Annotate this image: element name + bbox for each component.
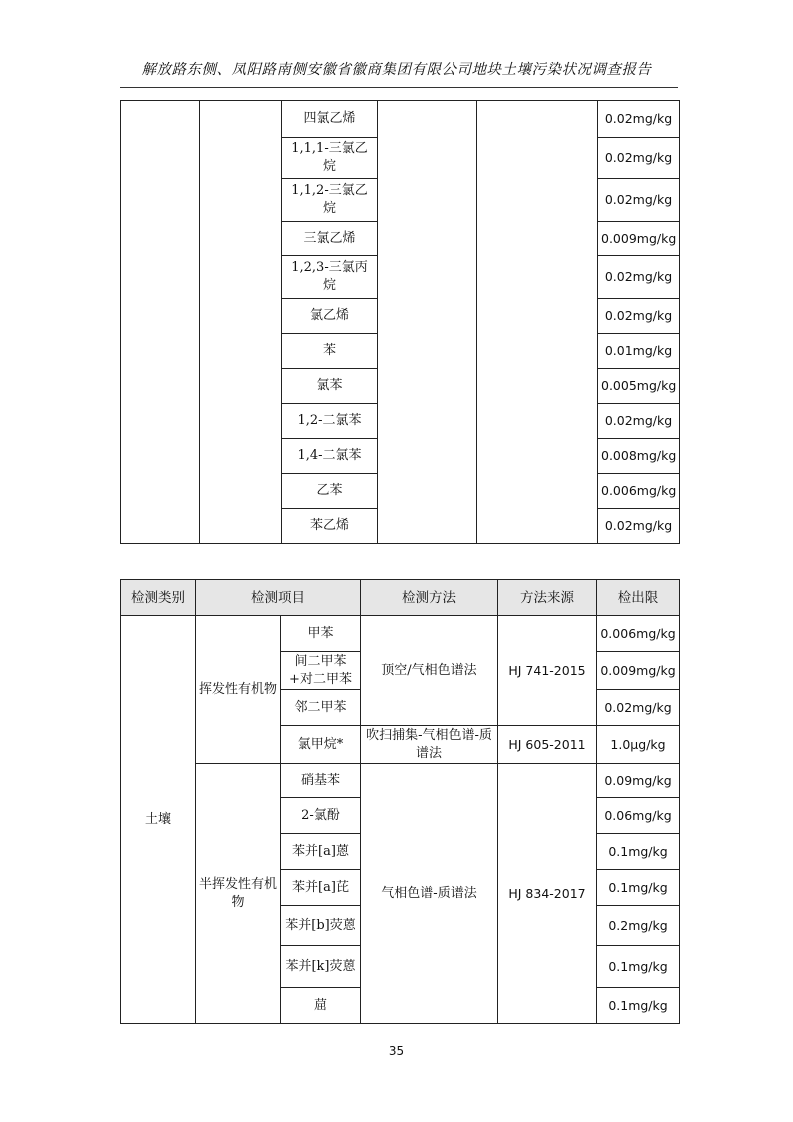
report-header: 解放路东侧、凤阳路南侧安徽省徽商集团有限公司地块土壤污染状况调查报告	[141, 62, 652, 78]
limit-cell: 0.06mg/kg	[597, 798, 680, 834]
item-cell: 1,2,3-三氯丙烷	[282, 256, 378, 299]
limit-cell: 0.008mg/kg	[598, 439, 680, 474]
source-cell: HJ 834-2017	[498, 764, 597, 1024]
header-rule	[120, 87, 678, 88]
item-cell: 1,1,2-三氯乙烷	[282, 179, 378, 222]
item-cell: 苯并[b]荧蒽	[281, 906, 361, 946]
header-limit: 检出限	[597, 580, 680, 616]
item-cell: 甲苯	[281, 616, 361, 652]
limit-cell: 0.005mg/kg	[598, 369, 680, 404]
item-cell: 苯并[a]蒽	[281, 834, 361, 870]
header-method: 检测方法	[361, 580, 498, 616]
limit-cell: 1.0μg/kg	[597, 726, 680, 764]
item-cell: 邻二甲苯	[281, 690, 361, 726]
group-cell-voc: 挥发性有机物	[196, 616, 281, 764]
item-cell: 1,4-二氯苯	[282, 439, 378, 474]
item-cell: 苯并[k]荧蒽	[281, 946, 361, 988]
limit-cell: 0.02mg/kg	[598, 138, 680, 179]
category-cell	[121, 101, 200, 544]
item-cell: 氯甲烷*	[281, 726, 361, 764]
group-cell	[200, 101, 282, 544]
limit-cell: 0.009mg/kg	[598, 222, 680, 256]
item-cell: 氯乙烯	[282, 299, 378, 334]
limit-cell: 0.01mg/kg	[598, 334, 680, 369]
item-cell: 苯	[282, 334, 378, 369]
item-cell: 四氯乙烯	[282, 101, 378, 138]
limit-cell: 0.02mg/kg	[598, 256, 680, 299]
limit-cell: 0.006mg/kg	[597, 616, 680, 652]
table-row	[121, 101, 680, 138]
limit-cell: 0.02mg/kg	[598, 299, 680, 334]
header-category: 检测类别	[121, 580, 196, 616]
method-cell: 气相色谱-质谱法	[361, 764, 498, 1024]
method-cell: 顶空/气相色谱法	[361, 616, 498, 726]
detection-method-table	[120, 579, 680, 1024]
limit-cell: 0.1mg/kg	[597, 870, 680, 906]
item-cell: 1,1,1-三氯乙烷	[282, 138, 378, 179]
item-cell: 1,2-二氯苯	[282, 404, 378, 439]
item-cell: 苯并[a]芘	[281, 870, 361, 906]
item-cell: 苯乙烯	[282, 509, 378, 544]
item-cell: 间二甲苯+对二甲苯	[281, 652, 361, 690]
table-row	[121, 764, 680, 798]
limit-cell: 0.02mg/kg	[597, 690, 680, 726]
item-cell: 三氯乙烯	[282, 222, 378, 256]
method-cell: 吹扫捕集-气相色谱-质谱法	[361, 726, 498, 764]
page-number: 35	[388, 1044, 405, 1058]
source-cell: HJ 741-2015	[498, 616, 597, 726]
limit-cell: 0.006mg/kg	[598, 474, 680, 509]
limit-cell: 0.02mg/kg	[598, 101, 680, 138]
item-cell: 乙苯	[282, 474, 378, 509]
item-cell: 2-氯酚	[281, 798, 361, 834]
item-cell: 硝基苯	[281, 764, 361, 798]
limit-cell: 0.02mg/kg	[598, 179, 680, 222]
group-cell-svoc: 半挥发性有机物	[196, 764, 281, 1024]
item-cell: 氯苯	[282, 369, 378, 404]
method-cell	[378, 101, 477, 544]
item-cell: 䓛	[281, 988, 361, 1024]
header-item: 检测项目	[196, 580, 361, 616]
header-source: 方法来源	[498, 580, 597, 616]
limit-cell: 0.1mg/kg	[597, 988, 680, 1024]
limit-cell: 0.2mg/kg	[597, 906, 680, 946]
limit-cell: 0.009mg/kg	[597, 652, 680, 690]
limit-cell: 0.09mg/kg	[597, 764, 680, 798]
continued-detection-table	[120, 100, 680, 544]
header-row	[121, 580, 680, 616]
limit-cell: 0.1mg/kg	[597, 946, 680, 988]
category-cell: 土壤	[121, 616, 196, 1024]
source-cell: HJ 605-2011	[498, 726, 597, 764]
limit-cell: 0.02mg/kg	[598, 509, 680, 544]
limit-cell: 0.02mg/kg	[598, 404, 680, 439]
table-row	[121, 616, 680, 652]
limit-cell: 0.1mg/kg	[597, 834, 680, 870]
source-cell	[477, 101, 598, 544]
